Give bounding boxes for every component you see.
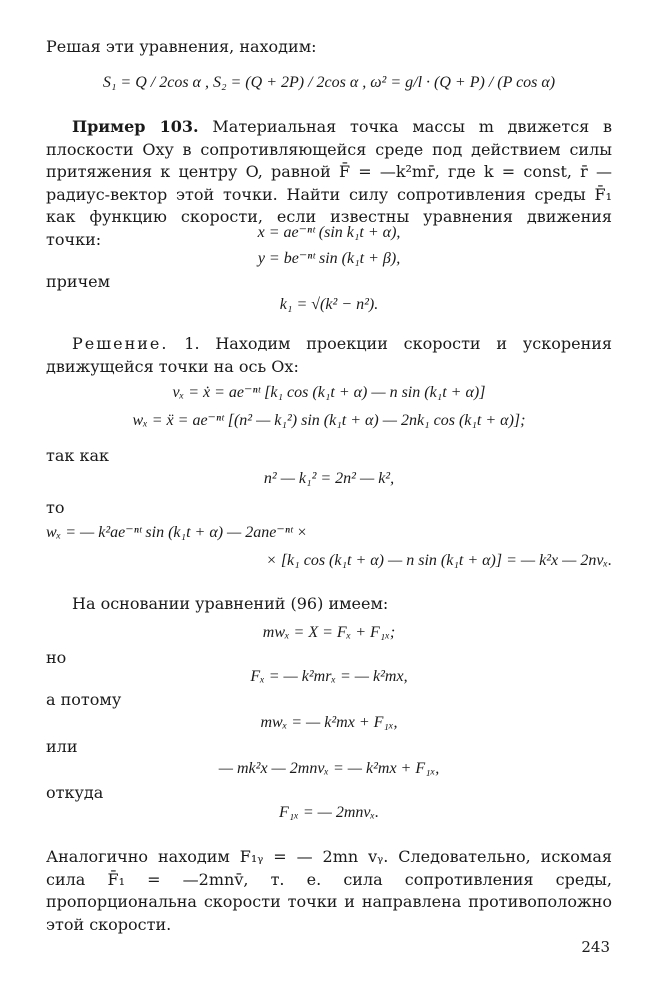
word-then: то xyxy=(46,498,65,517)
based-on-text: На основании уравнений (96) имеем: xyxy=(72,594,389,613)
word-but: но xyxy=(46,648,67,667)
solution-label: Решение. xyxy=(72,334,169,353)
equation-mk2: — mk²x — 2mnvₓ = — k²mx + F₁ₓ, xyxy=(218,760,440,777)
equation-k1: k₁ = √(k² − n²). xyxy=(279,296,379,313)
equation-wx2-line2: × [k₁ cos (k₁t + α) — n sin (k₁t + α)] = — k²x — 2nvₓ. xyxy=(266,552,612,569)
equation-s1-s2-omega: S₁ = Q / 2cos α , S₂ = (Q + 2P) / 2cos α , ω² = g/l · (Q + P) / (P cos α) xyxy=(102,74,556,91)
final-paragraph: Аналогично находим F₁ᵧ = — 2mn vᵧ. Следовательно, искомая сила F̄₁ = —2mnv̄, т. е. сила сопротивления среды, пропорциональна скорости точки и направлена противоположно этой скорости. xyxy=(46,847,612,934)
solution-paragraph xyxy=(46,333,612,378)
equation-Fx: Fₓ = — k²mrₓ = — k²mx, xyxy=(250,668,408,685)
equation-y: y = be⁻ⁿᵗ sin (k₁t + β), xyxy=(257,250,401,267)
intro-text: Решая эти уравнения, находим: xyxy=(46,37,317,56)
equation-F1x: F₁ₓ = — 2mnvₓ. xyxy=(278,804,380,821)
word-whence: откуда xyxy=(46,783,104,802)
word-therefore: а потому xyxy=(46,690,122,709)
equation-mwx2: mwₓ = — k²mx + F₁ₓ, xyxy=(260,714,398,731)
equation-vx: vₓ = ẋ = ae⁻ⁿᵗ [k₁ cos (k₁t + α) — n sin (k₁t + α)] xyxy=(172,384,486,401)
equation-wx2-line1: wₓ = — k²ae⁻ⁿᵗ sin (k₁t + α) — 2ane⁻ⁿᵗ × xyxy=(46,524,308,541)
word-since: так как xyxy=(46,446,110,465)
equation-mwx: mwₓ = X = Fₓ + F₁ₓ; xyxy=(262,624,396,641)
solution-text: 1. Находим проекции скорости и ускорения движущейся точки на ось Ox: xyxy=(46,334,612,376)
equation-n2: n² — k₁² = 2n² — k², xyxy=(263,470,395,487)
word-or: или xyxy=(46,737,78,756)
equation-wx: wₓ = ẍ = ae⁻ⁿᵗ [(n² — k₁²) sin (k₁t + α) — 2nk₁ cos (k₁t + α)]; xyxy=(132,412,526,429)
page-number: 243 xyxy=(581,938,610,956)
example-text: Материальная точка массы m движется в плоскости Oxy в сопротивляющейся среде под действием силы притяжения к центру O, равной F̄ = —k²mr̄, где k = const, r̄ — радиус-вектор этой точки. Найти силу сопротивления среды F̄₁ как функцию скорости, если известны уравнения движения точки: xyxy=(46,117,613,249)
word-wherein: причем xyxy=(46,272,111,291)
equation-x: x = ae⁻ⁿᵗ (sin k₁t + α), xyxy=(257,224,401,241)
example-label: Пример 103. xyxy=(72,117,199,136)
